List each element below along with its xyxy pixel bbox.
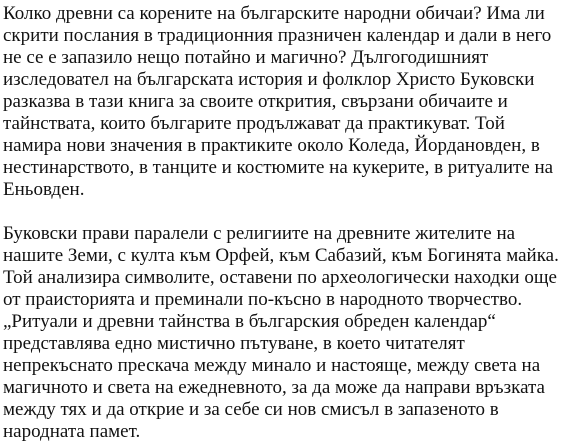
text-line: нашите Земи, с култа към Орфей, към Сабазий, към Богинята майка. [3,245,559,266]
text-line: разказва в тази книга за своите открития, свързани обичаите и [3,91,508,112]
text-line: Буковски прави паралели с религиите на древните жителите на [3,223,516,244]
text-line: намира нови значения в практиките около Коледа, Йордановден, в [3,135,540,156]
paragraph-1 [3,3,580,201]
document-body [3,3,580,443]
text-line: представлява едно мистично пътуване, в което читателят [3,333,465,354]
paragraph-spacer [3,201,580,223]
text-line: от праисторията и преминали по-късно в народното творчество. [3,289,523,310]
text-line: „Ритуали и древни тайнства в българския обреден календар“ [3,311,496,332]
text-line: скрити послания в традиционния празничен календар и дали в него [3,25,552,46]
text-line: магичното и света на ежедневното, за да може да направи връзката [3,377,545,398]
text-line: Еньовден. [3,179,85,200]
text-line: народната памет. [3,421,141,442]
text-line: Колко древни са корените на българските народни обичаи? Има ли [3,3,545,24]
paragraph-2 [3,223,580,443]
text-line: изследовател на българската история и фолклор Христо Буковски [3,69,535,90]
text-line: нестинарството, в танците и костюмите на кукерите, в ритуалите на [3,157,554,178]
text-line: между тях и да открие и за себе си нов смисъл в запазеното в [3,399,499,420]
text-line: Той анализира символите, оставени по археологически находки още [3,267,557,288]
text-line: тайнствата, които българите продължават да практикуват. Той [3,113,505,134]
text-line: не се е запазило нещо потайно и магично? Дългогодишният [3,47,489,68]
text-line: непрекъснато прескача между минало и настояще, между света на [3,355,541,376]
